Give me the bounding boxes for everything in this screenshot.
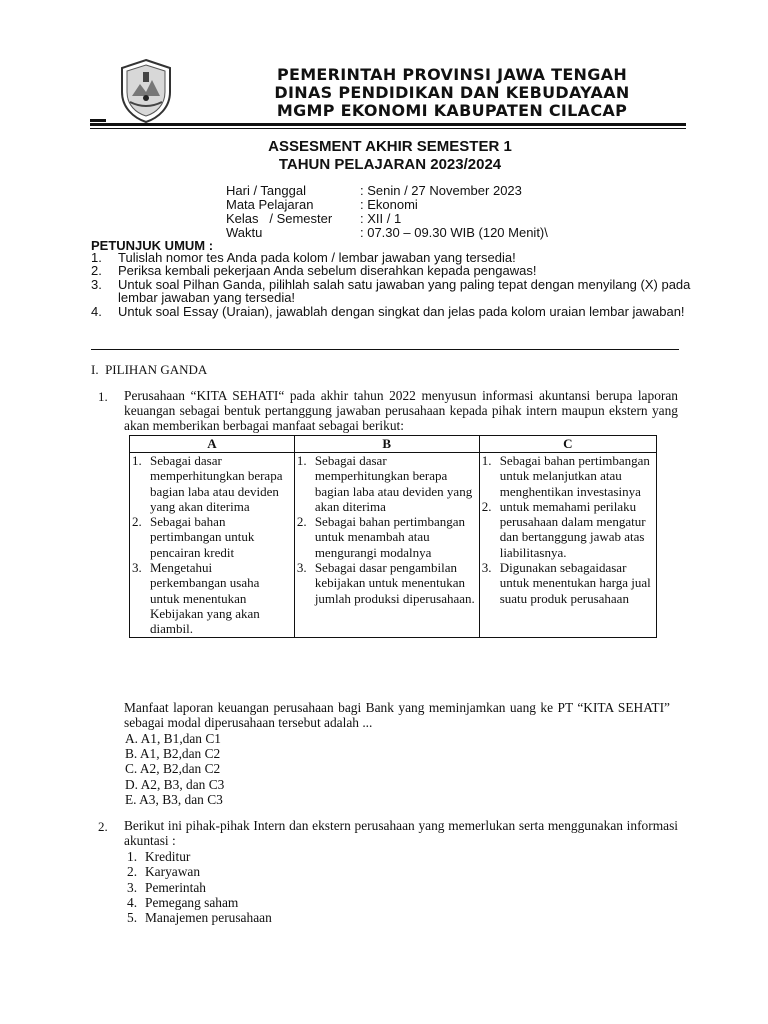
item-number: 2. [481, 498, 492, 514]
org-line-1: PEMERINTAH PROVINSI JAWA TENGAH [276, 65, 628, 84]
government-seal-logo [118, 58, 174, 124]
instructions-title: PETUNJUK UMUM : [91, 238, 214, 253]
item-text: Sebagai bahan pertimbangan untuk pencairan kredit [150, 514, 255, 560]
item-text: Sebagai bahan pertimbangan untuk melanjutkan atau menghentikan investasinya [499, 453, 650, 499]
info-label: Kelas / Semester [226, 211, 333, 226]
info-value: : XII / 1 [360, 211, 402, 226]
exam-title-line-1: ASSESMENT AKHIR SEMESTER 1 [268, 138, 512, 155]
question-2-list [127, 849, 272, 925]
section-divider [91, 349, 679, 350]
item-text: untuk memahami perilaku perusahaan dalam mengatur dan bertanggung jawab atas liabilitasnya. [499, 498, 646, 560]
exam-info [226, 184, 548, 240]
item-text: Sebagai bahan pertimbangan untuk menambah atau mengurangi modalnya [314, 514, 465, 560]
table-header-a: A [130, 436, 295, 453]
question-1-prompt: Manfaat laporan keuangan perusahaan bagi Bank yang meminjamkan uang ke PT “KITA SEHATI” sebagai modal diperusahaan tersebut adalah ... [124, 700, 670, 730]
item-number: 2. [127, 864, 138, 880]
info-row-class [226, 212, 548, 226]
info-value: : 07.30 – 09.30 WIB (120 Menit)\ [360, 225, 548, 240]
answer-choice-d[interactable]: D. A2, B3, dan C3 [125, 776, 225, 792]
instruction-number: 2. [91, 263, 102, 279]
item-number: 1. [296, 453, 307, 468]
instruction-item [91, 264, 691, 277]
item-number: 3. [127, 879, 138, 895]
answer-choice-e[interactable]: E. A3, B3, dan C3 [125, 791, 223, 807]
info-row-time [226, 226, 548, 240]
item-number: 1. [132, 453, 142, 468]
item-number: 3. [132, 560, 142, 576]
info-value: : Senin / 27 November 2023 [360, 183, 522, 198]
question-1-choices [125, 731, 224, 807]
list-item [132, 453, 292, 514]
exam-title [190, 138, 590, 174]
header-rule-thin [90, 128, 686, 129]
list-item [132, 514, 292, 560]
item-text: Sebagai dasar pengambilan kebijakan untuk menentukan jumlah produksi diperusahaan. [314, 560, 475, 606]
instruction-item [91, 305, 691, 318]
list-item [127, 895, 272, 910]
answer-choice-c[interactable]: C. A2, B2,dan C2 [125, 761, 221, 777]
list-item [482, 560, 654, 606]
info-row-date [226, 184, 548, 198]
list-item [132, 560, 292, 636]
table-header-row [130, 436, 657, 453]
section-title: I. PILIHAN GANDA [91, 362, 208, 377]
item-text: Karyawan [145, 864, 201, 880]
question-2-text: Berikut ini pihak-pihak Intern dan ekstern perusahaan yang memerlukan serta menggunakan informasi akuntasi : [124, 818, 678, 848]
list-item [297, 453, 477, 514]
item-number: 1. [127, 849, 138, 864]
list-item [127, 880, 272, 895]
info-label: Waktu [226, 225, 263, 240]
list-item [127, 849, 272, 864]
info-label: Mata Pelajaran [226, 197, 314, 212]
instruction-number: 1. [91, 250, 102, 265]
info-value: : Ekonomi [360, 197, 418, 212]
item-text: Pemegang saham [145, 894, 239, 910]
item-text: Manajemen perusahaan [145, 910, 272, 926]
table-cell-c [479, 453, 656, 638]
table-header-b: B [294, 436, 479, 453]
instruction-number: 3. [91, 276, 102, 292]
item-text: Digunakan sebagaidasar untuk menentukan harga jual suatu produk perusahaan [499, 560, 651, 606]
answer-choice-a[interactable]: A. A1, B1,dan C1 [125, 731, 221, 746]
item-number: 5. [127, 910, 138, 926]
org-line-2: DINAS PENDIDIKAN DAN KEBUDAYAAN [274, 83, 630, 102]
question-1-options-table [129, 435, 657, 638]
item-number: 3. [296, 560, 307, 576]
question-1-text: Perusahaan “KITA SEHATI“ pada akhir tahun 2022 menyusun informasi akuntansi berupa laporan keuangan sebagai bentuk pertanggung jawaban perusahaan kepada pihak intern maupun ekstern yang akan memberikan berbagai manfaat sebagai berikut: [124, 388, 678, 433]
item-number: 4. [127, 894, 138, 910]
item-text: Mengetahui perkembangan usaha untuk menentukan Kebijakan yang akan diambil. [150, 560, 260, 637]
list-item [127, 910, 272, 925]
table-row [130, 453, 657, 638]
organization-header [232, 66, 672, 120]
instruction-text: Untuk soal Pilhan Ganda, pilihlah salah satu jawaban yang paling tepat dengan menyilang (X) pada lembar jawaban yang tersedia! [118, 276, 691, 306]
header-rule-thick [90, 123, 686, 126]
item-text: Pemerintah [145, 879, 206, 895]
org-line-3: MGMP EKONOMI KABUPATEN CILACAP [276, 101, 628, 120]
list-item [297, 514, 477, 560]
header-rule-accent [90, 119, 106, 122]
instruction-item [91, 251, 691, 264]
item-text: Sebagai dasar memperhitungkan berapa bagian laba atau deviden yang akan diterima [314, 453, 473, 514]
question-1-number: 1. [98, 389, 108, 404]
table-cell-b [294, 453, 479, 638]
item-number: 2. [296, 514, 307, 530]
answer-choice-b[interactable]: B. A1, B2,dan C2 [125, 746, 221, 762]
list-item [297, 560, 477, 606]
instruction-text: Tulislah nomor tes Anda pada kolom / lembar jawaban yang tersedia! [118, 250, 516, 265]
instructions-list [91, 251, 691, 318]
instruction-text: Periksa kembali pekerjaan Anda sebelum diserahkan kepada pengawas! [118, 263, 537, 279]
list-item [482, 499, 654, 560]
instruction-text: Untuk soal Essay (Uraian), jawablah dengan singkat dan jelas pada kolom uraian lembar jawaban! [118, 303, 685, 319]
info-row-subject [226, 198, 548, 212]
exam-title-line-2: TAHUN PELAJARAN 2023/2024 [278, 156, 502, 173]
item-text: Sebagai dasar memperhitungkan berapa bagian laba atau deviden yang akan diterima [150, 453, 283, 514]
question-2-number: 2. [98, 819, 108, 834]
list-item [482, 453, 654, 499]
table-header-c: C [479, 436, 656, 453]
item-number: 3. [481, 560, 492, 576]
instruction-number: 4. [91, 303, 102, 319]
item-text: Kreditur [145, 849, 191, 864]
info-label: Hari / Tanggal [226, 183, 306, 198]
list-item [127, 864, 272, 879]
instruction-item [91, 278, 691, 305]
item-number: 1. [481, 453, 492, 468]
item-number: 2. [132, 514, 142, 530]
table-cell-a [130, 453, 295, 638]
